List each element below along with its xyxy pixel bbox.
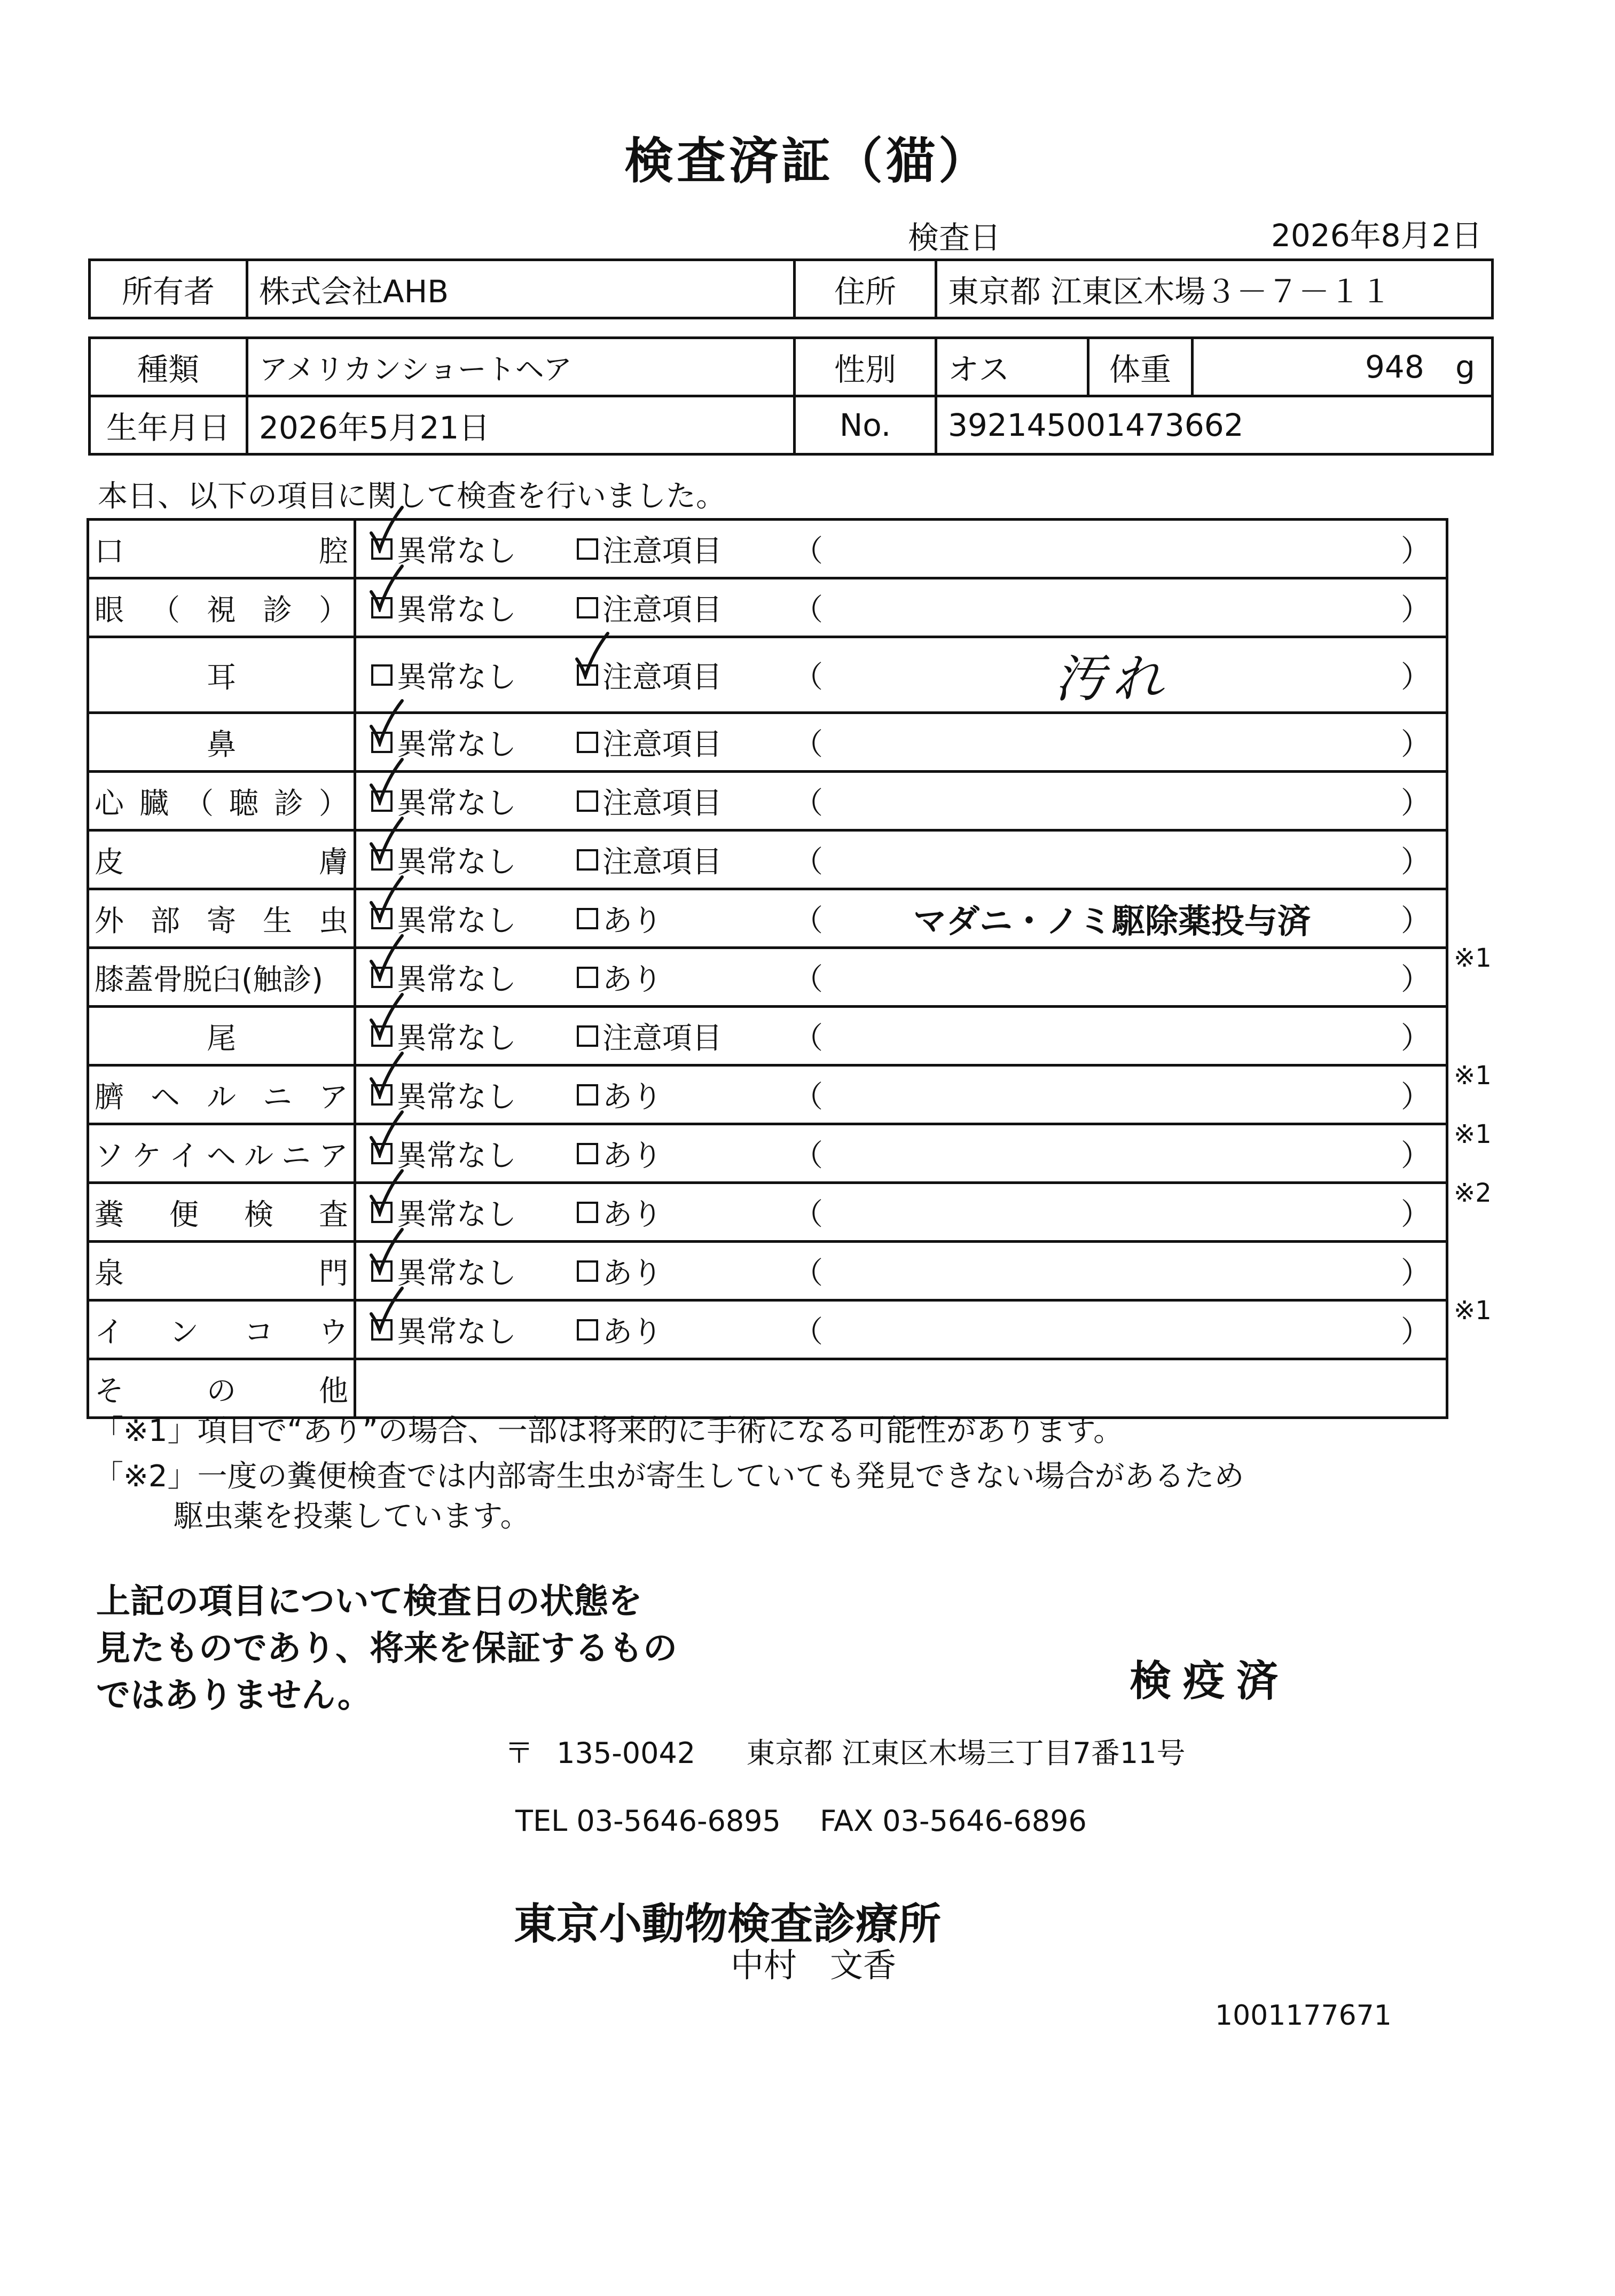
exam-row [88,772,1447,830]
check-mark-icon [368,757,405,805]
exam-item-cell [88,948,355,1007]
exam-result-cell [355,637,1447,713]
exam-comment: 汚れ [1054,649,1170,709]
option-attention-label: 注意項目 [602,660,722,695]
exam-result-row [371,949,1446,1005]
option-normal[interactable] [371,654,577,696]
paren-close: ） [1401,534,1431,569]
exam-result-row [371,832,1446,888]
weight-unit: g [1455,349,1475,385]
exam-row [88,520,1447,578]
check-mark-icon [368,816,405,864]
option-normal-label: 異常なし [397,786,516,821]
option-attention[interactable] [577,780,793,822]
checkbox-attention[interactable] [577,732,598,753]
paren-open: （ [793,660,823,695]
exam-result-row [371,890,1446,946]
checkbox-attention[interactable] [577,967,598,988]
check-mark-icon [574,631,611,679]
paren-open: （ [793,1079,823,1115]
weight-cell [1193,338,1493,396]
exam-date-label: 検査日 [908,220,1001,256]
option-normal-label: 異常なし [397,660,516,695]
exam-result-cell [355,1065,1447,1124]
checkbox-attention[interactable] [577,908,598,929]
exam-table [87,518,1448,1419]
option-normal-label: 異常なし [397,962,516,997]
exam-row [88,1242,1447,1300]
option-attention[interactable] [577,1015,793,1057]
option-attention-label: 注意項目 [602,727,722,762]
exam-item-name: 口 腔 [95,534,348,568]
option-attention-label: あり [602,1256,662,1291]
owner-label: 所有者 [90,260,247,318]
exam-row [88,1124,1447,1183]
person-name: 中村 文香 [731,1946,897,1985]
exam-comment: マダニ・ノミ駆除薬投与済 [913,902,1311,941]
exam-result-cell [355,889,1447,948]
breed-label: 種類 [90,338,247,396]
exam-item-name: 膝蓋骨脱臼(触診) [95,962,323,997]
exam-item-name: 皮 膚 [95,845,348,879]
exam-result-row [371,773,1446,829]
check-mark-icon [368,1286,405,1334]
footnote-1: 「※1」項目で“あり”の場合、一部は将来的に手術になる可能性があります。 [93,1414,1124,1448]
option-attention[interactable] [577,1073,793,1116]
exam-item-name: ソ ケ イ ヘ ル ニ ア [95,1139,348,1173]
exam-result-row [371,1067,1446,1123]
paren-close: ） [1401,786,1431,821]
exam-row [88,889,1447,948]
disclaimer [96,1578,677,1719]
intro-text: 本日、以下の項目に関して検査を行いました。 [98,479,726,514]
paren-open: （ [793,786,823,821]
checkbox-attention[interactable] [577,538,598,560]
option-normal-label: 異常なし [397,1021,516,1056]
exam-item-name: 耳 [206,660,236,694]
option-attention[interactable] [577,586,793,629]
exam-result-cell [355,1007,1447,1065]
exam-item-name: イ ン コ ウ [95,1315,348,1349]
checkbox-attention[interactable] [577,1319,598,1341]
paren-close: ） [1401,1021,1431,1056]
paren-open: （ [793,534,823,569]
option-normal-label: 異常なし [397,1079,516,1115]
option-normal-label: 異常なし [397,1197,516,1232]
paren-open: （ [793,1256,823,1291]
exam-item-name: 糞 便 検 査 [95,1197,348,1232]
paren-close: ） [1401,1197,1431,1232]
footnote-2b: 駆虫薬を投薬しています。 [174,1499,530,1534]
exam-item-name: 鼻 [206,727,236,762]
option-attention-label: あり [602,1079,662,1115]
checkbox-attention[interactable] [577,790,598,812]
paren-close: ） [1401,727,1431,762]
checkbox-attention[interactable] [577,1260,598,1282]
checkbox-attention[interactable] [577,849,598,871]
option-attention[interactable] [577,897,793,940]
owner-value: 株式会社AHB [247,260,795,318]
exam-result-row [371,521,1446,577]
option-attention-label: 注意項目 [602,592,722,628]
serial-number: 1001177671 [1215,2000,1392,2032]
option-normal-label: 異常なし [397,1256,516,1291]
exam-row [88,1065,1447,1124]
exam-note: ※1 [1454,1061,1492,1091]
sex-value: オス [936,338,1088,396]
exam-result-cell [355,713,1447,772]
address-label: 住所 [795,260,936,318]
footnote-2a: 「※2」一度の糞便検査では内部寄生虫が寄生していても発見できない場合があるため [93,1459,1244,1494]
paren-close: ） [1401,962,1431,997]
paren-open: （ [793,903,823,938]
document-title: 検査済証（猫） [624,132,991,190]
paren-open: （ [793,727,823,762]
paren-open: （ [793,1197,823,1232]
exam-item-cell [88,772,355,830]
fax-number: FAX 03-5646-6896 [820,1804,1087,1838]
exam-result-cell [355,1124,1447,1183]
exam-result-cell [355,830,1447,889]
exam-row [88,713,1447,772]
exam-row [88,1183,1447,1242]
sex-label: 性別 [795,338,936,396]
option-normal-label: 異常なし [397,592,516,628]
check-mark-icon [368,505,405,553]
exam-result-cell [355,520,1447,578]
exam-item-cell [88,1065,355,1124]
exam-item-cell [88,1124,355,1183]
checkbox-attention[interactable] [577,597,598,618]
exam-item-name: 眼 （ 視 診 ） [95,593,348,627]
exam-row [88,1300,1447,1359]
exam-result-cell [355,578,1447,637]
exam-result-cell [355,772,1447,830]
exam-item-cell [88,637,355,713]
check-mark-icon [368,875,405,923]
check-mark-icon [368,934,405,982]
weight-label: 体重 [1088,338,1193,396]
option-normal-label: 異常なし [397,903,516,938]
option-attention-label: 注意項目 [602,534,722,569]
exam-row [88,830,1447,889]
exam-item-name: そ の 他 [95,1374,348,1408]
exam-result-row [371,714,1446,770]
exam-note: ※1 [1454,943,1492,973]
option-attention-label: 注意項目 [602,1021,722,1056]
exam-result-row [371,1125,1446,1181]
option-attention[interactable] [577,1132,793,1175]
disclaimer-line: ではありません。 [96,1676,372,1715]
exam-result-cell [355,1300,1447,1359]
paren-close: ） [1401,844,1431,880]
check-mark-icon [368,699,405,747]
option-attention[interactable] [577,839,793,881]
paren-open: （ [793,962,823,997]
option-normal[interactable] [371,586,577,629]
pet-table [88,336,1494,456]
exam-row [88,948,1447,1007]
checkbox-attention[interactable] [577,1143,598,1164]
paren-open: （ [793,1138,823,1173]
exam-item-name: 臍 ヘ ル ニ ア [95,1080,348,1114]
option-normal-label: 異常なし [397,844,516,880]
option-attention[interactable] [577,654,793,696]
exam-item-cell [88,1183,355,1242]
option-attention-label: 注意項目 [602,844,722,880]
exam-item-cell [88,578,355,637]
postal-code: 135-0042 [556,1736,696,1770]
birthdate-value: 2026年5月21日 [247,396,795,455]
check-mark-icon [368,1169,405,1217]
clinic-address-line [505,1730,1186,1772]
option-attention[interactable] [577,721,793,764]
paren-close: ） [1401,1314,1431,1350]
exam-result-cell [355,948,1447,1007]
option-attention-label: あり [602,903,662,938]
breed-value: アメリカンショートヘア [247,338,795,396]
exam-item-name: 尾 [206,1021,236,1055]
option-attention-label: あり [602,962,662,997]
exam-item-cell [88,713,355,772]
exam-result-row [371,1184,1446,1240]
exam-result-row [371,638,1446,711]
paren-open: （ [793,1021,823,1056]
paren-close: ） [1401,660,1431,695]
exam-note: ※1 [1454,1119,1492,1149]
disclaimer-line: 上記の項目について検査日の状態を [96,1582,642,1621]
paren-close: ） [1401,1256,1431,1291]
address-value: 東京都 江東区木場３－７－１１ [936,260,1493,318]
weight-value: 948 [1365,349,1424,385]
exam-item-name: 外 部 寄 生 虫 [95,904,348,938]
option-attention[interactable] [577,1250,793,1292]
exam-item-cell [88,830,355,889]
paren-open: （ [793,844,823,880]
option-attention[interactable] [577,1191,793,1234]
paren-close: ） [1401,1138,1431,1173]
option-normal[interactable] [371,1308,577,1351]
exam-item-cell [88,1242,355,1300]
check-mark-icon [368,564,405,612]
exam-result-cell [355,1183,1447,1242]
exam-item-cell [88,1007,355,1065]
option-normal-label: 異常なし [397,1138,516,1173]
option-attention[interactable] [577,956,793,999]
checkbox-attention[interactable] [577,1084,598,1106]
option-attention-label: あり [602,1138,662,1173]
option-normal-label: 異常なし [397,727,516,762]
option-attention[interactable] [577,1308,793,1351]
exam-row [88,1007,1447,1065]
phone-number: TEL 03-5646-6895 [515,1804,781,1838]
exam-result-row [371,1008,1446,1064]
exam-item-cell [88,1300,355,1359]
number-value: 392145001473662 [936,396,1493,455]
owner-table [88,258,1494,319]
checkbox-normal[interactable] [371,664,393,686]
check-mark-icon [368,1051,405,1099]
checkbox-attention[interactable] [577,1202,598,1223]
clinic-name: 東京小動物検査診療所 [514,1899,941,1949]
paren-close: ） [1401,1079,1431,1115]
paren-open: （ [793,592,823,628]
option-normal-label: 異常なし [397,534,516,569]
option-attention-label: あり [602,1197,662,1232]
exam-row [88,637,1447,713]
exam-result-row [371,579,1446,636]
exam-note: ※1 [1454,1296,1492,1326]
number-label: No. [795,396,936,455]
postal-mark: 〒 [505,1736,534,1770]
disclaimer-line: 見たものであり、将来を保証するもの [96,1629,677,1668]
exam-row [88,578,1447,637]
exam-result-row [371,1302,1446,1358]
exam-item-name: 心 臓 （ 聴 診 ） [95,786,348,820]
option-attention-label: 注意項目 [602,786,722,821]
exam-date: 2026年8月2日 [1271,217,1483,254]
exam-item-cell [88,520,355,578]
check-mark-icon [368,992,405,1040]
exam-note: ※2 [1454,1178,1492,1208]
paren-close: ） [1401,592,1431,628]
exam-result-row [371,1243,1446,1299]
exam-item-cell [88,889,355,948]
check-mark-icon [368,1110,405,1158]
birthdate-label: 生年月日 [90,396,247,455]
paren-close: ） [1401,903,1431,938]
option-attention[interactable] [577,528,793,570]
exam-item-name: 泉 門 [95,1256,348,1290]
contact-line [515,1804,1087,1838]
option-normal-label: 異常なし [397,1314,516,1350]
check-mark-icon [368,1227,405,1275]
option-attention-label: あり [602,1314,662,1350]
checkbox-attention[interactable] [577,1025,598,1047]
exam-result-cell [355,1242,1447,1300]
clinic-address: 東京都 江東区木場三丁目7番11号 [746,1736,1186,1770]
paren-open: （ [793,1314,823,1350]
quarantine-stamp: 検疫済 [1130,1657,1290,1705]
